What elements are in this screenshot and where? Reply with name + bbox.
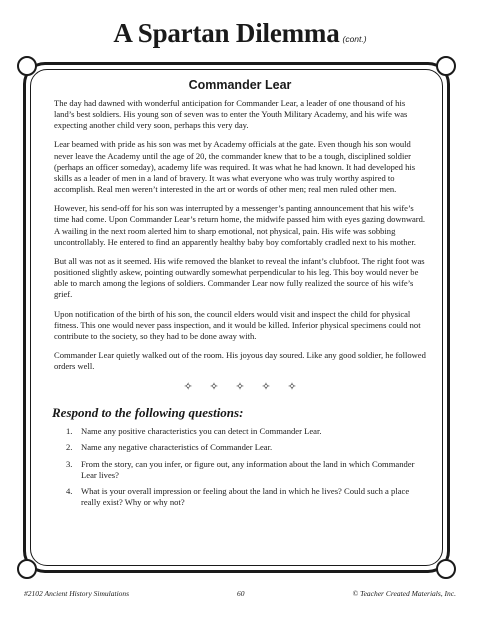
questions-list [54,426,426,508]
page-title [0,18,480,49]
page-title-main: A Spartan Dilemma [113,18,340,48]
story-title: Commander Lear [188,78,292,92]
frame-corner-ornament [436,56,456,76]
question-item [66,442,426,453]
story-paragraph: However, his send-off for his son was interrupted by a messenger’s panting announcement that his wife’s time had come. Upon Commander Lear’s return home, the midwife passed him with eyes gazing downward. A wailing in the next room alerted him to sharp emotional, not physical, pain. His wife was sobbing uncontrollably. He entered to find an apparently healthy baby boy comfortably cradled next to his mother. [54,203,426,247]
question-text: Name any positive characteristics you can detect in Commander Lear. [81,426,322,437]
frame-corner-ornament [17,559,37,579]
section-divider [54,380,426,393]
question-number: 1. [66,426,73,437]
question-item [66,459,426,481]
story-paragraph: Commander Lear quietly walked out of the room. His joyous day soured. Like any good soldier, he followed orders well. [54,349,426,372]
diamond-ornament-icon: ✧ [209,380,226,394]
question-text: What is your overall impression or feeling about the land in which he lives? Could such a place really exist? Why or why not? [81,486,410,508]
diamond-ornament-icon: ✧ [235,380,252,394]
question-number: 4. [66,486,73,497]
footer-copyright: © Teacher Created Materials, Inc. [352,589,456,598]
story-paragraph: But all was not as it seemed. His wife removed the blanket to reveal the infant’s clubfoot. The right foot was positioned slightly askew, pointing outwardly somewhat perpendicular to his leg. This boy would never be able to march among the legions of soldiers. Commander Lear now fully realized the source of his wife’s grief. [54,255,425,300]
diamond-ornament-icon: ✧ [287,380,304,394]
footer-book-title: #2102 Ancient History Simulations [24,589,130,598]
page-title-continued: (cont.) [342,34,367,44]
story-paragraph: Lear beamed with pride as his son was met by Academy officials at the gate. Even though his son would never leave the Academy until the age of 20, the commander knew that to be a tough, disciplined soldier (perhaps an officer someday), academy life was required. It was what he had known. It had developed his skills as a leader of men in a land of bravery. It was what everyone who was truly worthy aspired to accomplish. Real men weren’t interested in the art or words of other men; real men ruled other men. [54,139,416,195]
story-paragraph: Upon notification of the birth of his son, the council elders would visit and inspect the child for physical fitness. This one would never pass inspection, and it would be killed. Inferior physical specimens could not contribute to the society, so they had to be done away with. [54,308,421,341]
footer-page-number: 60 [237,589,245,598]
questions-heading: Respond to the following questions: [52,405,244,421]
diamond-ornament-icon: ✧ [183,380,200,394]
question-number: 2. [66,442,73,453]
diamond-ornament-icon: ✧ [261,380,278,394]
frame-corner-ornament [436,559,456,579]
frame-corner-ornament [17,56,37,76]
story-paragraph: The day had dawned with wonderful anticipation for Commander Lear, a leader of one thousand of his land’s best soldiers. His young son of seven was to enter the Youth Military Academy, and his wife was expecting another child very soon, perhaps this very day. [54,98,408,131]
question-text: Name any negative characteristics of Commander Lear. [81,442,273,453]
story-content [54,78,426,514]
question-text: From the story, can you infer, or figure out, any information about the land in which Commander Lear lives? [81,458,415,480]
question-item [66,486,426,508]
question-number: 3. [66,458,73,469]
question-item [66,426,426,437]
page-footer [24,589,456,598]
